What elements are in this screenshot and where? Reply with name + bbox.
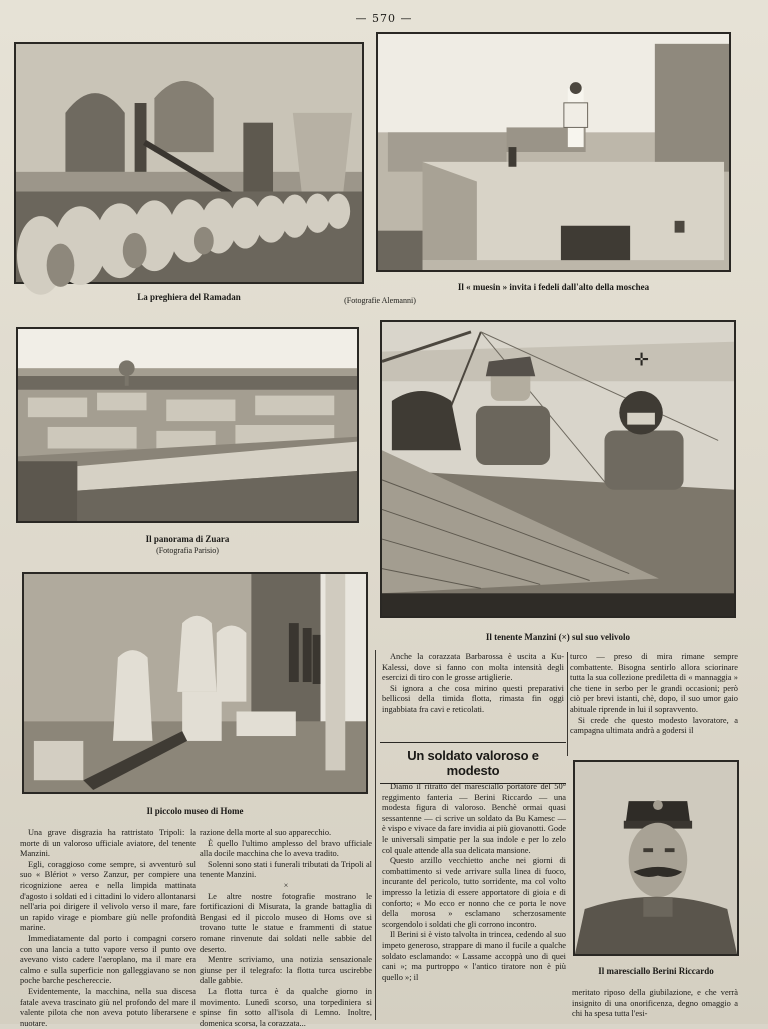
photo-muesin: [376, 32, 731, 272]
credit-parisio: (Fotografia Parisio): [156, 546, 219, 555]
photo-ramadan-prayer: [14, 42, 364, 284]
photo-museo-home: [22, 572, 368, 794]
column-rule: [567, 652, 568, 756]
caption-berini: Il maresciallo Berini Riccardo: [598, 966, 714, 976]
headline-soldato: Un soldato valoroso e modesto: [380, 742, 566, 784]
article-soldato-column: Diamo il ritratto del maresciallo portatore del 50° reggimento fanteria — Berini Riccardo — una modesta figura di valoroso. Benchè ormai quasi sessantenne — ci scrive un soldato da Bu Kamesc — è vispo e vivace da fare invidia ai più giovanotti. Gode le universali simpatie per la sua indole e per lo zelo col quale attende alla sua delicata mansione. Questo arzillo vecchietto anche nei giorni di combattimento si vede arrivare sulla linea di fuoco, incurante del pericolo, tutto sorridente, ma col volto impresso la letizia di essere apportatore di gioia e di conforto; « Mo ecco er nonno che ce porta le nove della morosa » esclamano scherzosamente scorgendolo i soldati che gli corrono incontro. Il Berini si è visto talvolta in trincea, cedendo al suo impeto generoso, strappare di mano il fucile a qualche soldato esclamando: « Lassame accoppà uno di quei cani »; ma purtroppo « l'antico tiratore non è più quello »; il: [382, 782, 566, 982]
credit-alemanni: (Fotografie Alemanni): [344, 296, 416, 305]
page-number: — 570 —: [355, 12, 413, 25]
article-left-column: Una grave disgrazia ha rattristato Tripoli: la morte di un valoroso ufficiale aviatore, del tenente Manzini. Egli, coraggioso come sempre, si avventurò sul suo « Blériot » verso Zanzur, per compiere una ricognizione aerea e nella limpida mattinata d'agosto i soldati ed i cittadini lo videro allontanarsi nell'aria poi dirigere il velivolo verso il mare, fare un rapido virage e piombare giù nelle profondità marine. Immediatamente dal porto i compagni corsero con una lancia a tutto vapore verso il punto ove avevano visto cadere l'aeroplano, ma il mare era calmo e sulla superficie non galleggiavano se non poche barche peschereccie. Evidentemente, la macchina, nella sua discesa fatale aveva trascinato giù nel profondo del mare il valente pilota che non aveva potuto liberarsene e nuotare.: [20, 828, 196, 1028]
article-right-top-column: Anche la corazzata Barbarossa è uscita a Ku-Kalessi, dove si fanno con molta intensità degli esercizi di tiro con le grosse artiglierie. Si ignora a che cosa mirino questi preparativi bellicosi della timida flotta, rimasta fin oggi ingabbiata fra cavi e reticolati.: [382, 652, 564, 714]
column-rule: [375, 650, 376, 1020]
svg-text:✛: ✛: [634, 350, 650, 371]
section-separator: ×: [283, 880, 289, 890]
caption-zuara: Il panorama di Zuara: [145, 534, 230, 544]
article-right-second-column: turco — preso di mira rimane sempre combattente. Bisogna sentirlo allora sciorinare tutta la sua collezione prediletta di « mannaggia » che tiene in serbo per le grandi occasioni; però ciò per brevi istanti, chè, dopo, il suo umor gaio abituale riprende in lui il sopravvento. Si crede che questo modesto lavoratore, a campagna ultimata andrà a godersi il: [570, 652, 738, 736]
caption-manzini: Il tenente Manzini (×) sul suo velivolo: [485, 632, 631, 642]
caption-muesin: Il « muesin » invita i fedeli dall'alto della moschea: [457, 282, 650, 292]
article-middle-column: razione della morte al suo apparecchio. È quello l'ultimo amplesso del bravo ufficiale alla docile macchina che lo aveva tradito. Solenni sono stati i funerali tributati da Tripoli al tenente Manzini. × Le altre nostre fotografie mostrano le fortificazioni di Misurata, la grande battaglia di Bengasi ed il piccolo museo di Homs ove si trovano tutte le statue e frammenti di statue romane rinvenute dai soldati nelle sabbie del deserto. Mentre scriviamo, una notizia sensazionale giunse per il telegrafo: la flotta turca uscirebbe dalle gabbie. La flotta turca è da qualche giorno in movimento. Lunedì scorso, una torpediniera si spinse fin sotto all'isola di Lemno. Inoltre, domenica scorsa, la corazzata...: [200, 828, 372, 1028]
caption-museo: Il piccolo museo di Home: [146, 806, 244, 816]
photo-manzini-aircraft: [380, 320, 736, 618]
photo-zuara-panorama: [16, 327, 359, 523]
caption-ramadan: La preghiera del Ramadan: [137, 292, 241, 302]
photo-berini-portrait: [573, 760, 739, 956]
article-bottom-right-column: meritato riposo della giubilazione, e che verrà insignito di una onorificenza, degno omaggio a chi ha spesa tutta l'esi-: [572, 988, 738, 1019]
